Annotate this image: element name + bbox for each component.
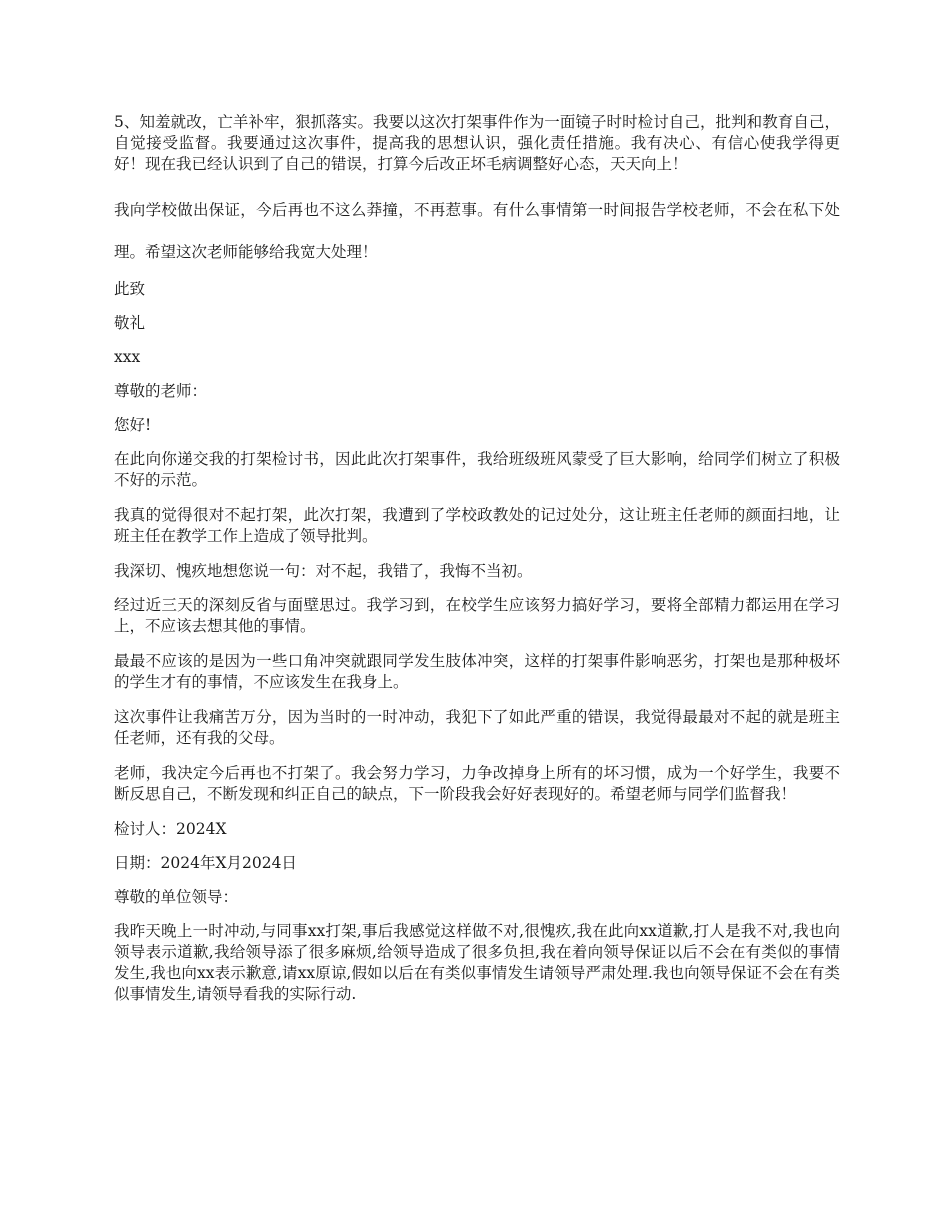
paragraph-correction-pledge: 5、知羞就改，亡羊补牢，狠抓落实。我要以这次打架事件作为一面镜子时时检讨自己，批判和教育自己，自觉接受监督。我要通过这次事件，提高我的思想认识，强化责任措施。我有决心、有信心使我学得更好！现在我已经认识到了自己的错误，打算今后改正坏毛病调整好心态，天天向上！ — [114, 113, 840, 173]
signature-date: 日期：2024年X月2024日 — [114, 854, 297, 872]
signature-reviewer: 检讨人：2024X — [114, 820, 227, 838]
greeting-leader: 尊敬的单位领导： — [114, 888, 239, 906]
paragraph-resolution: 老师，我决定今后再也不打架了。我会努力学习，力争改掉身上所有的坏习惯，成为一个好学生，我要不断反思自己，不断发现和纠正自己的缺点，下一阶段我会好好表现好的。希望老师与同学们监督我！ — [114, 764, 840, 803]
document-body — [114, 112, 840, 1019]
greeting-hello: 您好! — [114, 416, 152, 434]
paragraph-reflection: 经过近三天的深刻反省与面壁思过。我学习到，在校学生应该努力搞好学习，要将全部精力都运用在学习上，不应该去想其他的事情。 — [114, 596, 840, 635]
closing-regards: 敬礼 — [114, 314, 146, 332]
paragraph-sorry: 我深切、愧疚地想您说一句：对不起，我错了，我悔不当初。 — [114, 562, 533, 580]
paragraph-submission: 在此向你递交我的打架检讨书，因此此次打架事件，我给班级班风蒙受了巨大影响，给同学们树立了积极不好的示范。 — [114, 450, 840, 489]
paragraph-apology-punishment: 我真的觉得很对不起打架，此次打架，我遭到了学校政教处的记过处分，这让班主任老师的颜面扫地，让班主任在教学工作上造成了领导批判。 — [114, 506, 840, 545]
paragraph-conflict: 最最不应该的是因为一些口角冲突就跟同学发生肢体冲突，这样的打架事件影响恶劣，打架也是那种极坏的学生才有的事情，不应该发生在我身上。 — [114, 652, 840, 691]
greeting-teacher: 尊敬的老师： — [114, 382, 208, 400]
paragraph-school-guarantee: 我向学校做出保证，今后再也不这么莽撞，不再惹事。有什么事情第一时间报告学校老师，不会在私下处理。希望这次老师能够给我宽大处理！ — [114, 201, 840, 261]
closing-salutation: 此致 — [114, 280, 146, 298]
paragraph-regret: 这次事件让我痛苦万分，因为当时的一时冲动，我犯下了如此严重的错误，我觉得最最对不起的就是班主任老师，还有我的父母。 — [114, 708, 840, 747]
signature-name: xxx — [114, 348, 141, 366]
paragraph-workplace-apology: 我昨天晚上一时冲动,与同事xx打架,事后我感觉这样做不对,很愧疚,我在此向xx道歉,打人是我不对,我也向领导表示道歉,我给领导添了很多麻烦,给领导造成了很多负担,我在着向领导保证以后不会在有类似的事情发生,我也向xx表示歉意,请xx原谅,假如以后在有类似事情发生请领导严肃处理.我也向领导保证不会在有类似事情发生,请领导看我的实际行动. — [114, 922, 840, 1003]
